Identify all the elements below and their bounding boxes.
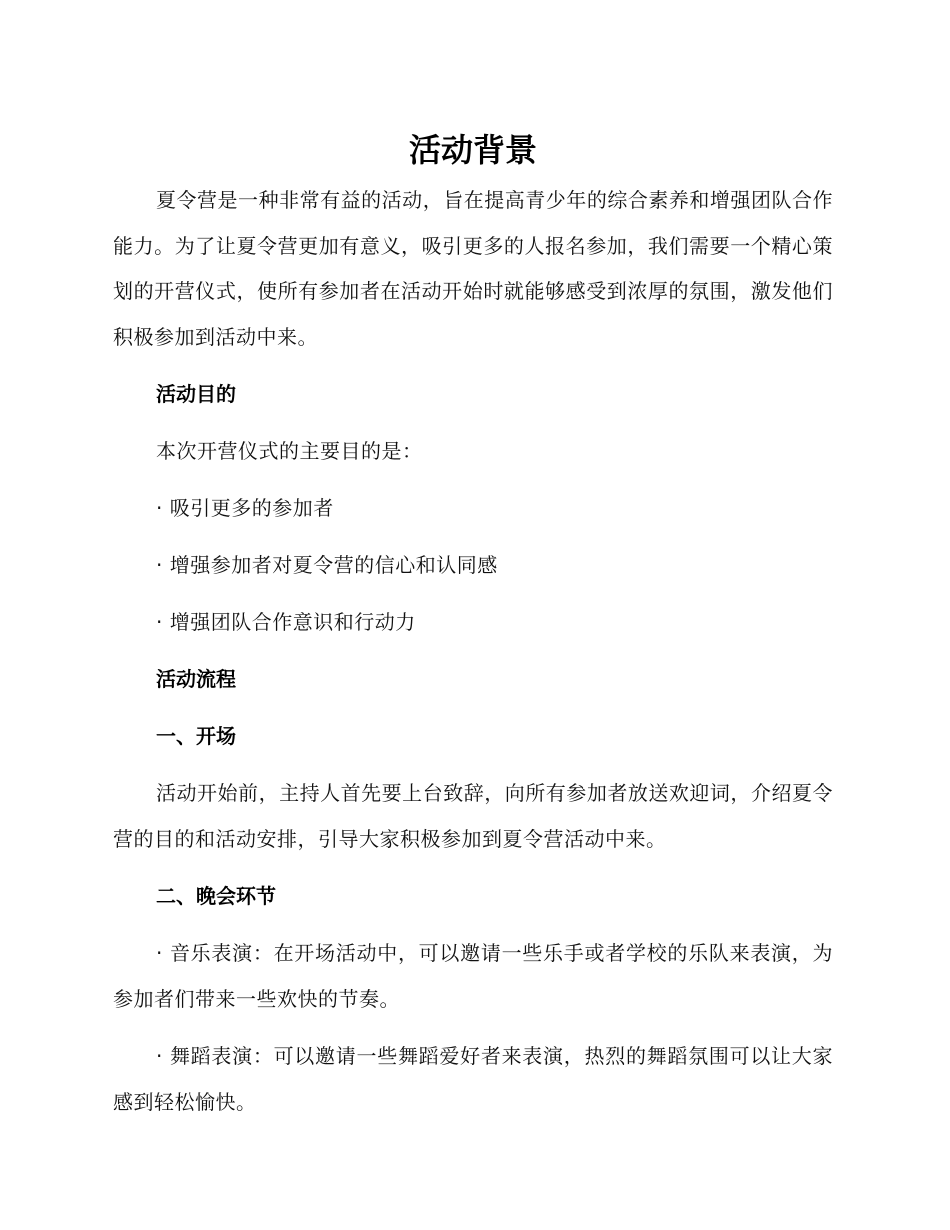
purpose-heading: 活动目的 bbox=[156, 382, 236, 406]
evening-item-dance: · 舞蹈表演：可以邀请一些舞蹈爱好者来表演，热烈的舞蹈氛围可以让大家感到轻松愉快。 bbox=[113, 1044, 833, 1114]
evening-heading: 二、晚会环节 bbox=[156, 884, 276, 908]
opening-heading: 一、开场 bbox=[156, 724, 236, 748]
purpose-item: · 增强团队合作意识和行动力 bbox=[156, 610, 416, 634]
document-body bbox=[113, 128, 833, 1125]
page-title: 活动背景 bbox=[408, 131, 537, 169]
opening-paragraph: 活动开始前，主持人首先要上台致辞，向所有参加者放送欢迎词，介绍夏令营的目的和活动安排，引导大家积极参加到夏令营活动中来。 bbox=[113, 781, 833, 851]
purpose-item: · 增强参加者对夏令营的信心和认同感 bbox=[156, 553, 498, 577]
evening-item-music: · 音乐表演：在开场活动中，可以邀请一些乐手或者学校的乐队来表演，为参加者们带来一些欢快的节奏。 bbox=[113, 941, 833, 1011]
purpose-lead: 本次开营仪式的主要目的是： bbox=[156, 439, 423, 463]
purpose-item: · 吸引更多的参加者 bbox=[156, 496, 334, 520]
intro-paragraph: 夏令营是一种非常有益的活动，旨在提高青少年的综合素养和增强团队合作能力。为了让夏令营更加有意义，吸引更多的人报名参加，我们需要一个精心策划的开营仪式，使所有参加者在活动开始时就能够感受到浓厚的氛围，激发他们积极参加到活动中来。 bbox=[113, 188, 833, 349]
process-heading: 活动流程 bbox=[156, 667, 236, 691]
